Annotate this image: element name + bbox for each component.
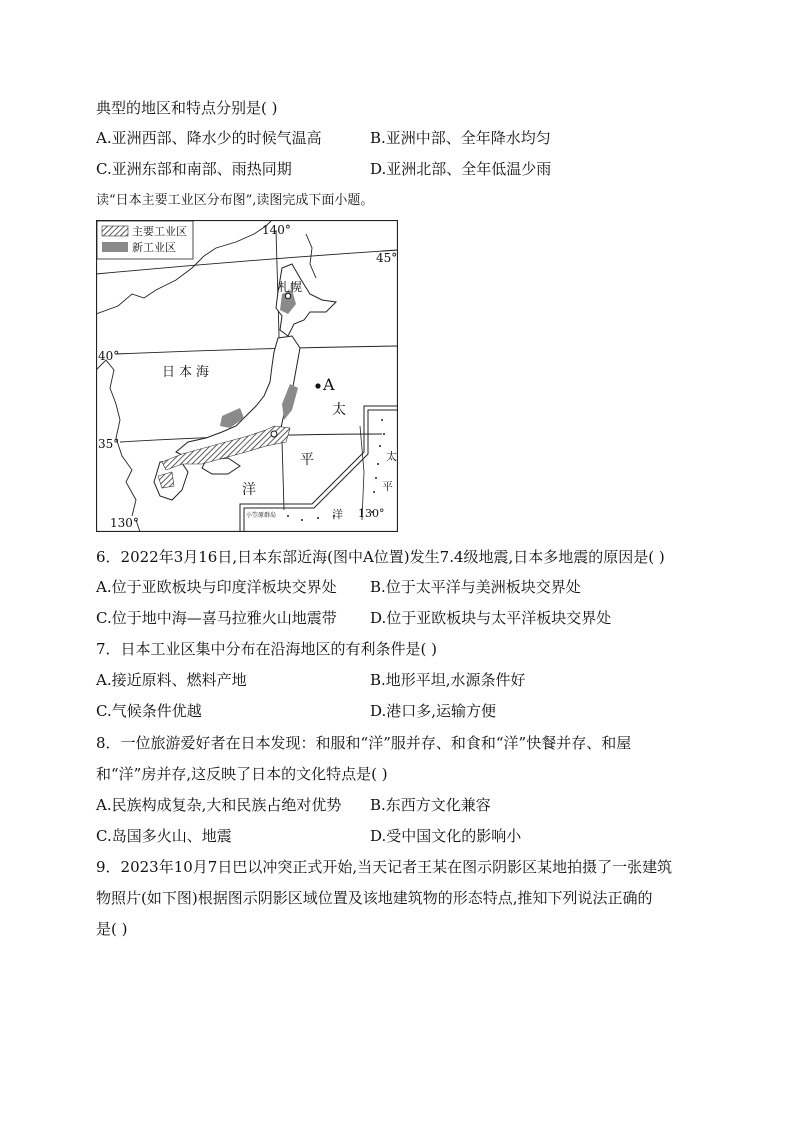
- q7-option-c: C.气候条件优越: [96, 702, 202, 720]
- ocean-label-tai: 太: [332, 402, 346, 418]
- lat-40-label: 40°: [98, 349, 120, 363]
- q8-option-a: A.民族构成复杂,大和民族占绝对优势: [96, 796, 342, 814]
- inset-label-yang: 洋: [332, 508, 343, 521]
- lon-130-label: 130°: [110, 516, 139, 530]
- q5-stem-tail: 典型的地区和特点分别是( ): [96, 99, 278, 117]
- inset-label-ping: 平: [382, 480, 393, 493]
- map-legend: [97, 221, 193, 259]
- q5-option-b: B.亚洲中部、全年降水均匀: [370, 129, 551, 147]
- sea-of-japan-label: 日本海: [162, 365, 214, 380]
- reading-intro: 读“日本主要工业区分布图”,读图完成下面小题。: [96, 193, 374, 208]
- japan-industrial-map: [96, 220, 398, 532]
- ocean-label-yang: 洋: [242, 482, 256, 498]
- tokyo-marker: [271, 431, 277, 437]
- inset-label-tai: 太: [386, 450, 397, 463]
- q8-stem-line1: 8．一位旅游爱好者在日本发现：和服和“洋”服并存、和食和“洋”快餐并存、和屋: [96, 734, 632, 752]
- inset-caption: 小笠原群岛: [246, 512, 277, 519]
- q7-option-b: B.地形平坦,水源条件好: [370, 671, 526, 689]
- lat-35-label: 35°: [98, 437, 120, 451]
- ocean-label-ping: 平: [300, 452, 314, 468]
- q9-stem-line2: 物照片(如下图)根据图示阴影区域位置及该地建筑物的形态特点,推知下列说法正确的: [96, 889, 653, 907]
- q5-option-a: A.亚洲西部、降水少的时候气温高: [96, 129, 322, 147]
- q7-option-a: A.接近原料、燃料产地: [96, 671, 247, 689]
- legend-gray-swatch: [102, 242, 128, 252]
- sapporo-marker: [285, 293, 290, 298]
- q6-stem: 6．2022年3月16日,日本东部近海(图中A位置)发生7.4级地震,日本多地震的原因是( ): [96, 548, 665, 566]
- legend-hatch-swatch: [102, 226, 128, 236]
- q8-option-c: C.岛国多火山、地震: [96, 827, 232, 845]
- q9-stem-line3: 是( ): [96, 920, 128, 938]
- q7-option-d: D.港口多,运输方便: [370, 702, 497, 720]
- q9-stem-line1: 9．2023年10月7日巴以冲突正式开始,当天记者王某在图示阴影区某地拍摄了一张建筑: [96, 858, 673, 876]
- lat-45-label: 45°: [376, 251, 398, 265]
- point-a-label: A: [323, 375, 335, 394]
- q8-option-b: B.东西方文化兼容: [370, 796, 491, 814]
- point-a-marker: [315, 383, 320, 388]
- legend-main-label: 主要工业区: [132, 225, 187, 238]
- q6-option-d: D.位于亚欧板块与太平洋板块交界处: [370, 609, 612, 627]
- q5-option-d: D.亚洲北部、全年低温少雨: [370, 160, 552, 178]
- q6-option-c: C.位于地中海—喜马拉雅火山地震带: [96, 609, 337, 627]
- sapporo-label: 札幌: [278, 280, 303, 294]
- q7-stem: 7．日本工业区集中分布在沿海地区的有利条件是( ): [96, 640, 438, 658]
- q6-option-b: B.位于太平洋与美洲板块交界处: [370, 578, 581, 596]
- q8-stem-line2: 和“洋”房并存,这反映了日本的文化特点是( ): [96, 765, 388, 783]
- inset-lon-label: 130°: [358, 507, 385, 520]
- q6-option-a: A.位于亚欧板块与印度洋板块交界处: [96, 578, 337, 596]
- q8-option-d: D.受中国文化的影响小: [370, 827, 522, 845]
- legend-new-label: 新工业区: [132, 241, 176, 254]
- q5-option-c: C.亚洲东部和南部、雨热同期: [96, 160, 292, 178]
- lon-140-label: 140°: [262, 223, 291, 237]
